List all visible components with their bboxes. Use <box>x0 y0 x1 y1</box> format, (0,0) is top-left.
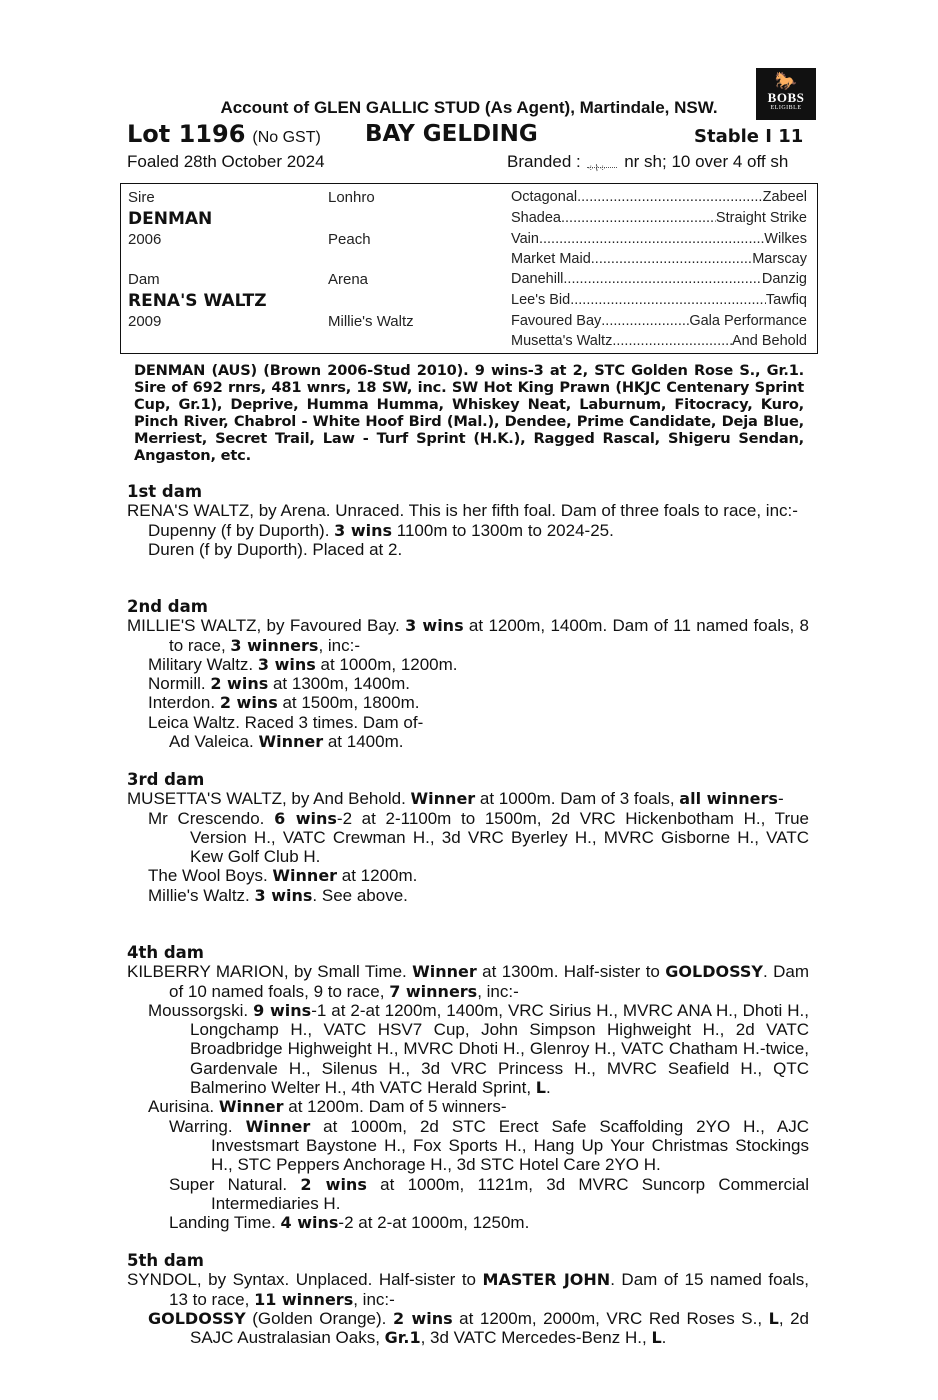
grandparent-row <box>511 189 807 205</box>
pedigree-table <box>120 183 818 354</box>
grandparent-row <box>511 313 807 329</box>
logo-word: BOBS <box>767 90 805 105</box>
gd-right: Tawfiq <box>765 292 807 308</box>
progeny-entry: Moussorgski. 9 wins-1 at 2-at 1200m, 1400m, VRC Sirius H., MVRC ANA H., Dhoti H., Longchamp H., VATC HSV7 Cup, John Simpson Highweight H., 2d VATC Broadbridge Highweight H., MVRC Dhoti H., Glenroy H., VATC Chatham H.-twice, Gardenvale H., Silenus H., 3d VRC Princess H., MVRC Seafield H., QTC Balmerino Welter H., 4th VATC Herald Sprint, L. <box>148 1000 809 1098</box>
dam-label: Dam <box>128 271 160 288</box>
gd-left: Vain <box>511 231 539 247</box>
grandparent-row <box>511 333 807 349</box>
bobs-eligible-logo <box>756 68 816 120</box>
gd-right: Danzig <box>761 271 807 287</box>
fourth-dam-section <box>127 943 809 1232</box>
progeny-entry: Landing Time. 4 wins-2 at 2-at 1000m, 1250m. <box>169 1213 530 1233</box>
sire-year: 2006 <box>128 231 162 248</box>
dam-dam: Millie's Waltz <box>328 313 414 330</box>
brand-info <box>507 152 788 172</box>
progeny-entry: Dupenny (f by Duporth). 3 wins 1100m to 1300m to 2024-25. <box>148 520 614 540</box>
dam-intro: MUSETTA'S WALTZ, by And Behold. Winner at 1000m. Dam of 3 foals, all winners- <box>127 789 784 809</box>
dam-intro: SYNDOL, by Syntax. Unplaced. Half-sister to MASTER JOHN. Dam of 15 named foals, 13 to race, 11 winners, inc:- <box>127 1270 810 1309</box>
grandparent-row <box>511 271 807 287</box>
brand-mark-icon <box>587 157 617 173</box>
progeny-entry: GOLDOSSY (Golden Orange). 2 wins at 1200m, 2000m, VRC Red Roses S., L, 2d SAJC Australasian Oaks, Gr.1, 3d VATC Mercedes-Benz H., L. <box>148 1308 809 1348</box>
gd-right: Zabeel <box>762 189 807 205</box>
progeny-entry: Normill. 2 wins at 1300m, 1400m. <box>148 674 410 694</box>
stable-number: Stable I 11 <box>694 126 804 147</box>
sire-sire: Lonhro <box>328 189 375 206</box>
branded-details: nr sh; 10 over 4 off sh <box>624 152 789 171</box>
progeny-entry: Warring. Winner at 1000m, 2d STC Erect Safe Scaffolding 2YO H., AJC Investsmart Baystone H., Fox Sports H., Hang Up Your Christmas Stockings H., STC Peppers Anchorage H., 3d STC Hotel Care 2YO H. <box>169 1116 809 1175</box>
sire-summary: DENMAN (AUS) (Brown 2006-Stud 2010). 9 wins-3 at 2, STC Golden Rose S., Gr.1. Sire of 692 rnrs, 481 wnrs, 18 SW, inc. SW Hot King Prawn (HKJC Centenary Sprint Cup, Gr.1), Deprive, Humma Humma, Whiskey Neat, Laburnum, Fitocracy, Kuro, Pinch River, Chabrol - White Hoof Bird (Mal.), Dendee, Prime Candidate, Deja Blue, Merriest, Secret Trail, Law - Turf Sprint (H.K.), Ragged Rascal, Shigeru Sendan, Angaston, etc. <box>134 362 804 464</box>
section-heading: 1st dam <box>127 482 203 501</box>
progeny-entry: Duren (f by Duporth). Placed at 2. <box>148 539 403 559</box>
lot-number <box>127 120 321 149</box>
progeny-entry: Aurisina. Winner at 1200m. Dam of 5 winners- <box>148 1097 507 1117</box>
lot-label: Lot 1196 <box>127 120 246 148</box>
gst-note: (No GST) <box>252 129 321 146</box>
svg-text:⁘⌇⁘: ⁘⌇⁘ <box>587 164 607 173</box>
horse-description: BAY GELDING <box>365 121 538 147</box>
second-dam-section <box>127 597 809 751</box>
dam-intro: RENA'S WALTZ, by Arena. Unraced. This is her fifth foal. Dam of three foals to race, inc:- <box>127 501 798 521</box>
section-heading: 2nd dam <box>127 597 208 616</box>
progeny-entry: Interdon. 2 wins at 1500m, 1800m. <box>148 693 420 713</box>
sire-name: DENMAN <box>128 209 213 229</box>
progeny-entry: Super Natural. 2 wins at 1000m, 1121m, 3d MVRC Suncorp Commercial Intermediaries H. <box>169 1174 809 1213</box>
gd-right: Wilkes <box>764 231 807 247</box>
progeny-entry: Military Waltz. 3 wins at 1000m, 1200m. <box>148 654 458 674</box>
grandparent-row <box>511 251 807 267</box>
gd-right: And Behold <box>732 333 807 349</box>
progeny-entry: The Wool Boys. Winner at 1200m. <box>148 866 418 886</box>
sire-dam: Peach <box>328 231 371 248</box>
first-dam-section <box>127 482 809 559</box>
branded-label: Branded : <box>507 152 581 171</box>
progeny-entry: Mr Crescendo. 6 wins-2 at 2-1100m to 1500m, 2d VRC Hickenbotham H., True Version H., VATC Crewman H., 3d VRC Byerley H., MVRC Gisborne H., VATC Kew Golf Club H. <box>148 808 810 867</box>
gd-left: Danehill <box>511 271 564 287</box>
gd-left: Shadea <box>511 210 561 226</box>
gd-right: Straight Strike <box>715 210 807 226</box>
section-heading: 5th dam <box>127 1251 204 1270</box>
progeny-entry: Ad Valeica. Winner at 1400m. <box>169 732 404 752</box>
dam-year: 2009 <box>128 313 162 330</box>
section-heading: 3rd dam <box>127 770 205 789</box>
gd-right: Marscay <box>752 251 807 267</box>
dam-sire: Arena <box>328 271 369 288</box>
progeny-entry: Millie's Waltz. 3 wins. See above. <box>148 885 408 905</box>
section-heading: 4th dam <box>127 943 204 962</box>
dam-intro: MILLIE'S WALTZ, by Favoured Bay. 3 wins at 1200m, 1400m. Dam of 11 named foals, 8 to race, 3 winners, inc:- <box>127 616 809 655</box>
progeny-entry: Leica Waltz. Raced 3 times. Dam of- <box>148 712 424 732</box>
sire-label: Sire <box>128 189 155 206</box>
fifth-dam-section <box>127 1251 809 1347</box>
gd-left: Lee's Bid <box>511 292 571 308</box>
dam-name: RENA'S WALTZ <box>128 291 267 311</box>
grandparent-row <box>511 231 807 247</box>
gd-left: Market Maid <box>511 251 591 267</box>
logo-sub: ELIGIBLE <box>770 105 802 111</box>
gd-right: Gala Performance <box>689 313 807 329</box>
gd-left: Favoured Bay <box>511 313 602 329</box>
grandparent-row <box>511 210 807 226</box>
horse-icon: 🐎 <box>774 71 798 91</box>
gd-left: Octagonal <box>511 189 578 205</box>
vendor-account: Account of GLEN GALLIC STUD (As Agent), Martindale, NSW. <box>220 98 718 117</box>
grandparent-row <box>511 292 807 308</box>
gd-left: Musetta's Waltz <box>511 333 613 349</box>
third-dam-section <box>127 770 809 905</box>
foaling-date: Foaled 28th October 2024 <box>127 152 325 171</box>
dam-intro: KILBERRY MARION, by Small Time. Winner at 1300m. Half-sister to GOLDOSSY. Dam of 10 named foals, 9 to race, 7 winners, inc:- <box>127 962 809 1001</box>
